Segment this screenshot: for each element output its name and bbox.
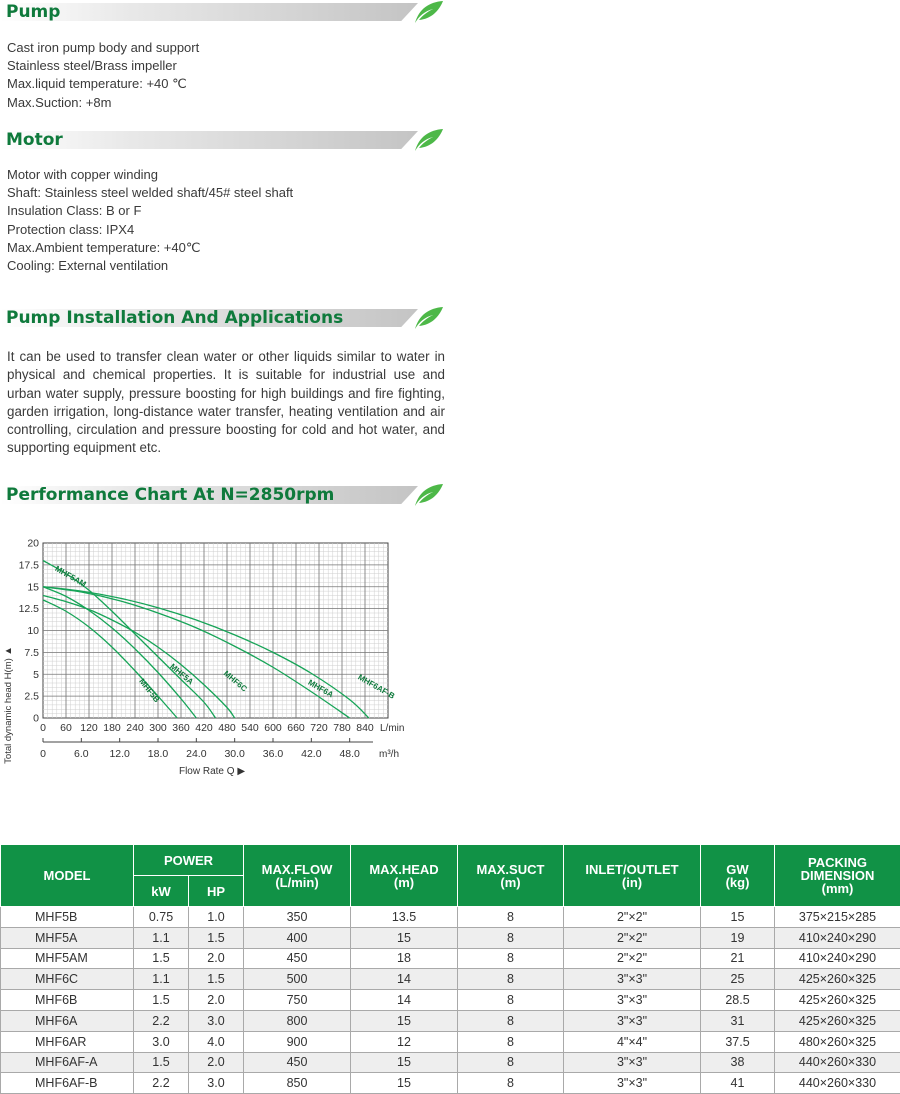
x-tick-label-m3h: 48.0	[339, 748, 360, 760]
x-axis-unit-m3h: m³/h	[379, 749, 399, 760]
cell-max-head: 13.5	[351, 907, 458, 928]
cell-inlet-outlet: 4"×4"	[564, 1031, 701, 1052]
cell-inlet-outlet: 3"×3"	[564, 1073, 701, 1094]
cell-kw: 1.5	[134, 990, 189, 1011]
cell-max-head: 14	[351, 969, 458, 990]
x-tick-label-m3h: 0	[40, 748, 46, 760]
x-tick-label-lmin: 660	[287, 722, 305, 734]
header-bar	[0, 3, 418, 21]
installation-paragraph: It can be used to transfer clean water or other liquids similar to water in physical and chemical properties. It is suitable for industrial use and urban water supply, pressure boosting for high buildings and fire fighting, garden irrigation, long-distance water transfer, heating ventilation and air controlling, circulation and pressure boosting for cold and hot water, and supporting equipment etc.	[7, 349, 445, 456]
cell-gw: 31	[701, 1010, 775, 1031]
section-title: Pump Installation And Applications	[6, 308, 344, 328]
x-tick-label-lmin: 840	[356, 722, 374, 734]
y-tick-label: 12.5	[18, 603, 39, 616]
header-gw	[701, 845, 775, 907]
pump-spec-list	[7, 39, 199, 112]
spec-line: Max.Suction: +8m	[7, 94, 112, 110]
cell-max-suct: 8	[458, 990, 564, 1011]
table-row	[1, 1052, 900, 1073]
header-line: (in)	[621, 874, 643, 890]
cell-max-suct: 8	[458, 948, 564, 969]
cell-hp: 4.0	[189, 1031, 244, 1052]
section-title: Motor	[6, 130, 63, 150]
cell-max-suct: 8	[458, 1010, 564, 1031]
x-tick-label-lmin: 360	[172, 722, 190, 734]
y-tick-label: 0	[33, 712, 39, 725]
x-tick-label-lmin: 0	[40, 722, 46, 734]
header-hp: HP	[189, 876, 244, 907]
x-tick-label-lmin: 780	[333, 722, 351, 734]
cell-kw: 1.1	[134, 969, 189, 990]
cell-hp: 1.0	[189, 907, 244, 928]
cell-gw: 38	[701, 1052, 775, 1073]
cell-max-suct: 8	[458, 907, 564, 928]
header-line: (m)	[500, 874, 521, 890]
cell-model: MHF6AR	[1, 1031, 134, 1052]
x-tick-label-lmin: 720	[310, 722, 328, 734]
cell-inlet-outlet: 2"×2"	[564, 948, 701, 969]
x-tick-label-m3h: 12.0	[109, 748, 130, 760]
table-row	[1, 907, 900, 928]
x-tick-label-m3h: 36.0	[262, 748, 284, 760]
header-inlet-outlet	[564, 845, 701, 907]
cell-packing: 425×260×325	[775, 969, 900, 990]
cell-kw: 0.75	[134, 907, 189, 928]
motor-spec-list	[7, 166, 293, 275]
section-title: Performance Chart At N=2850rpm	[6, 485, 335, 505]
chart-grid	[43, 543, 388, 718]
table-body	[1, 907, 900, 1094]
x-tick-label-lmin: 300	[149, 722, 167, 734]
curve-label: MHF5AM	[53, 564, 88, 589]
y-tick-label: 20	[27, 537, 39, 550]
header-line: MAX.SUCT	[476, 861, 545, 877]
cell-packing: 480×260×325	[775, 1031, 900, 1052]
header-kw: kW	[134, 876, 189, 907]
cell-hp: 2.0	[189, 1052, 244, 1073]
table-row	[1, 927, 900, 948]
header-line: (m)	[393, 874, 415, 890]
spec-line: Stainless steel/Brass impeller	[7, 58, 177, 74]
y-tick-label: 10	[27, 625, 39, 637]
cell-packing: 410×240×290	[775, 948, 900, 969]
cell-max-suct: 8	[458, 1052, 564, 1073]
spec-line: Max.liquid temperature: +40 ℃	[7, 76, 187, 92]
cell-max-suct: 8	[458, 927, 564, 948]
x-tick-label-lmin: 480	[218, 722, 236, 734]
cell-hp: 1.5	[189, 969, 244, 990]
x-tick-label-m3h: 18.0	[147, 748, 169, 760]
section-title: Pump	[6, 2, 61, 22]
cell-hp: 2.0	[189, 990, 244, 1011]
header-power: POWER	[134, 845, 244, 876]
table-row	[1, 990, 900, 1011]
cell-max-flow: 350	[244, 907, 351, 928]
header-line: GW	[726, 861, 749, 877]
spec-line: Insulation Class: B or F	[7, 203, 142, 219]
header-packing	[775, 845, 900, 907]
cell-kw: 2.2	[134, 1010, 189, 1031]
cell-gw: 21	[701, 948, 775, 969]
spec-line: Shaft: Stainless steel welded shaft/45# steel shaft	[7, 185, 294, 201]
cell-packing: 410×240×290	[775, 927, 900, 948]
cell-max-suct: 8	[458, 969, 564, 990]
cell-inlet-outlet: 2"×2"	[564, 907, 701, 928]
table-row	[1, 948, 900, 969]
cell-max-suct: 8	[458, 1073, 564, 1094]
cell-kw: 3.0	[134, 1031, 189, 1052]
header-line: (kg)	[725, 874, 750, 890]
cell-hp: 3.0	[189, 1010, 244, 1031]
header-line: MAX.FLOW	[261, 861, 333, 877]
spec-line: Cast iron pump body and support	[7, 40, 200, 55]
table-row	[1, 1073, 900, 1094]
y-tick-label: 2.5	[24, 690, 39, 703]
curve-label: MHF5B	[137, 676, 162, 705]
cell-max-flow: 450	[244, 1052, 351, 1073]
cell-gw: 28.5	[701, 990, 775, 1011]
cell-model: MHF6AF-A	[1, 1052, 134, 1073]
header-line: DIMENSION	[800, 868, 875, 883]
table-row	[1, 1031, 900, 1052]
cell-packing: 425×260×325	[775, 1010, 900, 1031]
y-tick-label: 5	[33, 668, 39, 681]
y-tick-label: 7.5	[24, 646, 39, 659]
x-axis-unit-lmin: L/min	[380, 723, 405, 734]
x-tick-label-m3h: 6.0	[74, 748, 89, 760]
y-tick-label: 15	[27, 581, 39, 594]
header-line: INLET/OUTLET	[585, 861, 679, 877]
section-header-pump	[0, 1, 445, 23]
cell-packing: 440×260×330	[775, 1052, 900, 1073]
cell-packing: 425×260×325	[775, 990, 900, 1011]
cell-gw: 19	[701, 927, 775, 948]
spec-line: Max.Ambient temperature: +40℃	[7, 239, 201, 255]
header-model: MODEL	[1, 845, 134, 907]
x-tick-label-lmin: 60	[60, 722, 72, 734]
cell-packing: 375×215×285	[775, 907, 900, 928]
cell-max-head: 18	[351, 948, 458, 969]
cell-gw: 41	[701, 1073, 775, 1094]
cell-model: MHF6AF-B	[1, 1073, 134, 1094]
cell-max-head: 12	[351, 1031, 458, 1052]
section-header-motor	[0, 129, 445, 151]
cell-kw: 1.5	[134, 1052, 189, 1073]
cell-max-suct: 8	[458, 1031, 564, 1052]
header-max-suct	[458, 845, 564, 907]
cell-gw: 25	[701, 969, 775, 990]
cell-max-flow: 450	[244, 948, 351, 969]
curve-label: MHF6A	[306, 677, 335, 700]
header-line: MAX.HEAD	[369, 861, 439, 877]
section-header-installation	[0, 307, 445, 329]
y-axis-label: Total dynamic head H(m) ▲	[3, 646, 14, 764]
spec-line: Protection class: IPX4	[7, 221, 135, 237]
cell-model: MHF5A	[1, 927, 134, 948]
x-tick-label-lmin: 120	[80, 722, 98, 734]
x-tick-label-lmin: 540	[241, 722, 259, 734]
cell-hp: 2.0	[189, 948, 244, 969]
cell-model: MHF6A	[1, 1010, 134, 1031]
cell-max-head: 15	[351, 927, 458, 948]
x-tick-label-lmin: 180	[103, 722, 121, 734]
cell-max-head: 15	[351, 1073, 458, 1094]
curve-label: MHF6C	[221, 668, 249, 694]
cell-max-flow: 900	[244, 1031, 351, 1052]
cell-hp: 1.5	[189, 927, 244, 948]
header-line: (mm)	[821, 881, 854, 896]
header-line: PACKING	[808, 855, 867, 870]
cell-max-head: 14	[351, 990, 458, 1011]
leaf-icon	[413, 0, 445, 25]
cell-max-head: 15	[351, 1052, 458, 1073]
spec-line: Cooling: External ventilation	[7, 258, 169, 274]
spec-line: Motor with copper winding	[7, 167, 159, 182]
cell-gw: 37.5	[701, 1031, 775, 1052]
y-tick-label: 17.5	[18, 559, 39, 572]
cell-max-flow: 500	[244, 969, 351, 990]
header-max-head	[351, 845, 458, 907]
curve-label: MHF5A	[168, 661, 196, 687]
cell-inlet-outlet: 3"×3"	[564, 990, 701, 1011]
x-tick-label-m3h: 30.0	[224, 748, 245, 760]
x-tick-label-m3h: 24.0	[186, 748, 207, 760]
cell-kw: 2.2	[134, 1073, 189, 1094]
cell-kw: 1.1	[134, 927, 189, 948]
cell-max-flow: 850	[244, 1073, 351, 1094]
spec-table	[0, 844, 900, 1094]
header-line: (L/min)	[275, 874, 319, 890]
cell-inlet-outlet: 3"×3"	[564, 1052, 701, 1073]
curve-label: MHF6AF-B	[356, 672, 397, 701]
leaf-icon	[413, 305, 445, 331]
cell-max-flow: 750	[244, 990, 351, 1011]
performance-chart	[0, 535, 440, 785]
cell-inlet-outlet: 3"×3"	[564, 969, 701, 990]
leaf-icon	[413, 127, 445, 153]
cell-hp: 3.0	[189, 1073, 244, 1094]
x-tick-label-m3h: 42.0	[301, 748, 322, 760]
x-tick-label-lmin: 420	[195, 722, 213, 734]
cell-max-flow: 400	[244, 927, 351, 948]
cell-kw: 1.5	[134, 948, 189, 969]
table-row	[1, 969, 900, 990]
cell-max-head: 15	[351, 1010, 458, 1031]
cell-model: MHF6C	[1, 969, 134, 990]
leaf-icon	[413, 482, 445, 508]
x-tick-label-lmin: 240	[126, 722, 144, 734]
cell-model: MHF5AM	[1, 948, 134, 969]
cell-max-flow: 800	[244, 1010, 351, 1031]
cell-inlet-outlet: 3"×3"	[564, 1010, 701, 1031]
table-row	[1, 1010, 900, 1031]
cell-gw: 15	[701, 907, 775, 928]
x-tick-label-lmin: 600	[264, 722, 282, 734]
cell-model: MHF5B	[1, 907, 134, 928]
cell-model: MHF6B	[1, 990, 134, 1011]
cell-inlet-outlet: 2"×2"	[564, 927, 701, 948]
x-axis-label: Flow Rate Q ▶	[178, 766, 246, 777]
section-header-performance	[0, 484, 445, 506]
header-max-flow	[244, 845, 351, 907]
cell-packing: 440×260×330	[775, 1073, 900, 1094]
